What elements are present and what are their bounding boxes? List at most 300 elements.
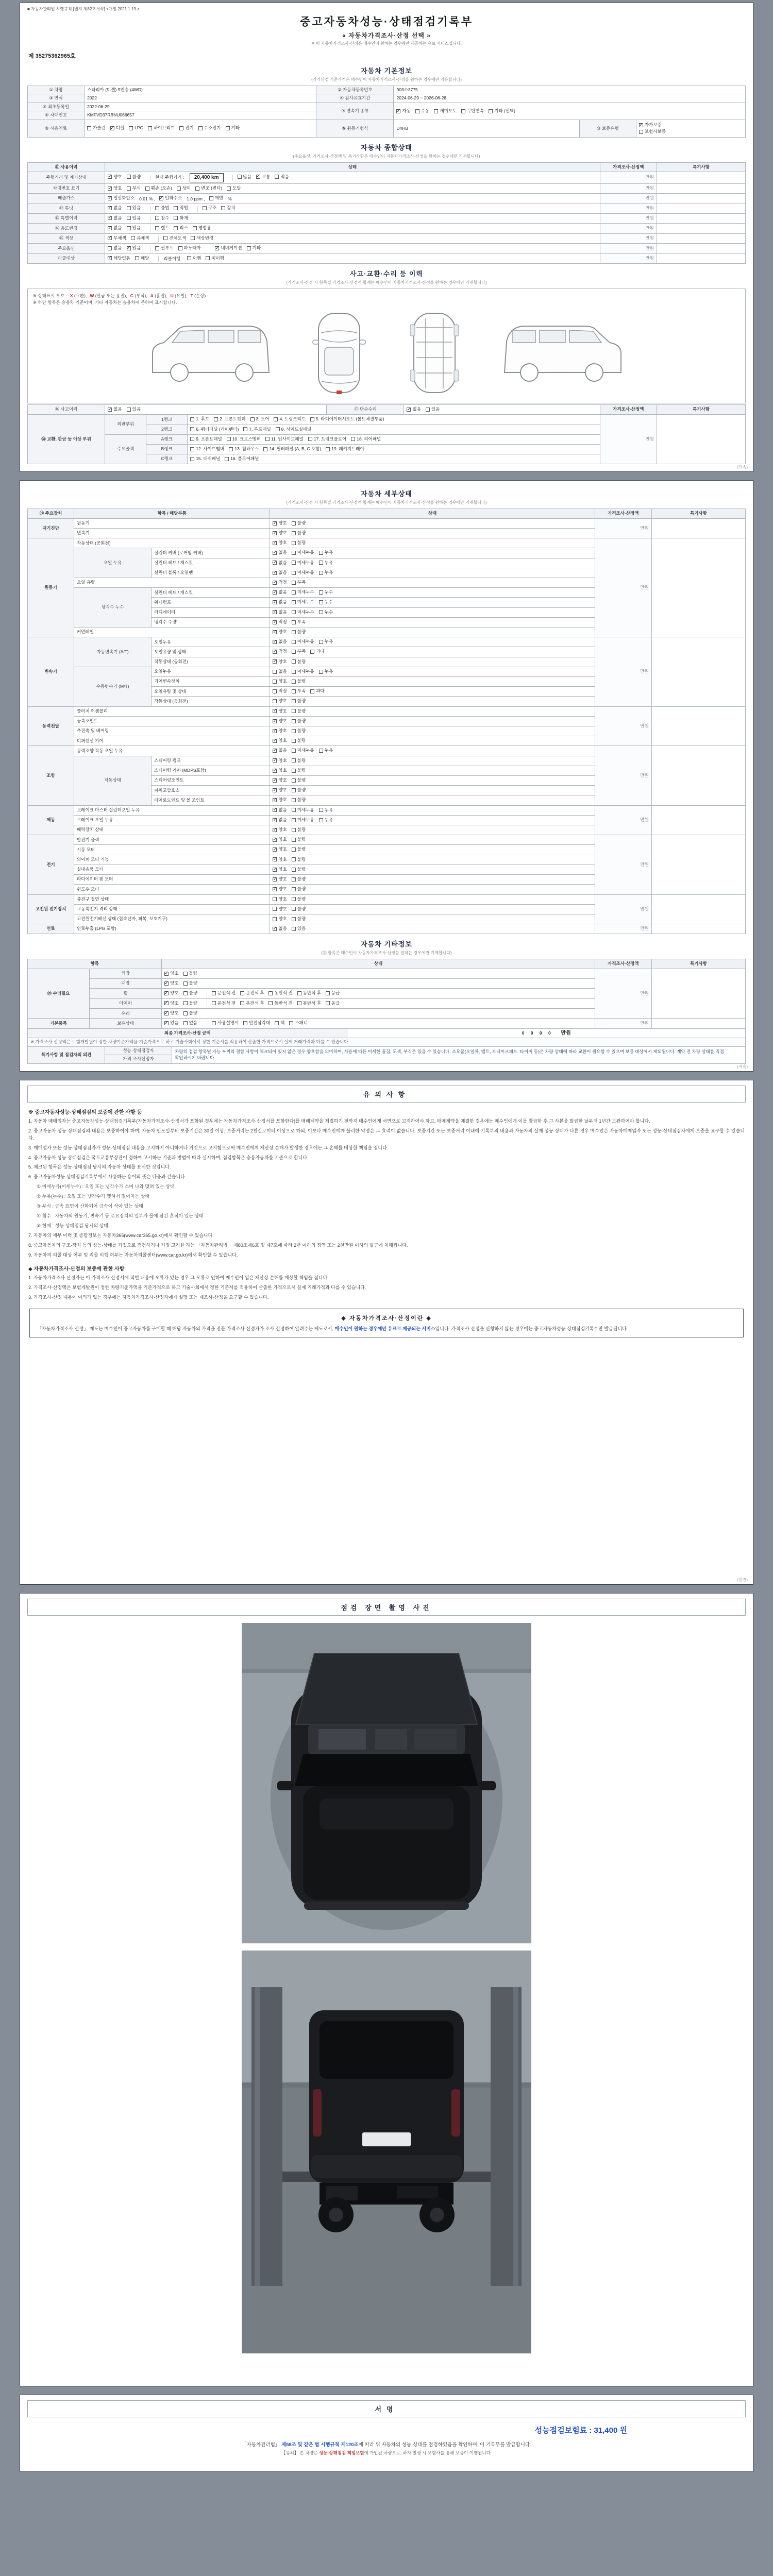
- checkbox-label: 불량: [297, 906, 306, 911]
- checkbox-icon: [319, 571, 323, 575]
- checkbox-icon: [191, 236, 195, 240]
- td-lbl: 1랭크: [146, 415, 188, 425]
- checkbox-unchecked[interactable]: [292, 738, 306, 743]
- checkbox-unchecked[interactable]: [297, 1001, 321, 1006]
- checkbox-unchecked[interactable]: [292, 728, 306, 734]
- checkbox-checked[interactable]: [273, 787, 287, 793]
- checkbox-icon: [273, 719, 277, 723]
- tr: [28, 86, 746, 94]
- checkbox-unchecked[interactable]: [191, 235, 213, 241]
- checkbox-unchecked[interactable]: [292, 787, 306, 793]
- thead: [28, 162, 746, 172]
- checkbox-checked[interactable]: [273, 580, 287, 585]
- document-note: ※ 이 자동차가격조사·산정은 매수인이 원하는 경우에만 제공하는 유료 서비스입니다.: [311, 41, 462, 46]
- checkbox-unchecked[interactable]: [319, 807, 333, 813]
- checkbox-unchecked[interactable]: [206, 256, 224, 261]
- checkbox-unchecked[interactable]: [292, 540, 306, 546]
- checkbox-unchecked[interactable]: [209, 195, 223, 201]
- checkbox-icon: [326, 1001, 330, 1005]
- checkbox-checked[interactable]: [164, 1010, 178, 1016]
- checkbox-icon: [310, 689, 314, 693]
- div-nt-item: 2. 중고자동차 성능·상태점검의 내용은 보증하여야 하며, 자동차 인도일부터 보증기간은 30일 이상, 보증거리는 2천킬로미터 이상으로 하되, 이보다 매수인에게 불리한 약정은 그 효력이 없습니다. 보증기간 또는 보증거리 이내에 기록부의 내용과 자동차의 실제 성능·상태가 다른 경우 매수인은 자동차매매업자 또는 성능·상태점검자에게 보증을 요구할 수 있습니다.: [28, 1128, 745, 1141]
- checkbox-unchecked[interactable]: [263, 446, 321, 452]
- checkbox-unchecked[interactable]: [177, 185, 191, 191]
- checkbox-icon: [273, 838, 277, 842]
- checkbox-checked[interactable]: [273, 599, 287, 605]
- rect: [311, 2155, 462, 2178]
- checkbox-checked[interactable]: [110, 125, 124, 131]
- checkbox-unchecked[interactable]: [273, 679, 287, 684]
- checkbox-label: 없음: [113, 225, 122, 231]
- checkbox-icon: [292, 739, 296, 743]
- checkbox-unchecked[interactable]: [292, 619, 306, 625]
- section-subtitle: (가격조사·산정 시 항목별 가격조사·산정액 합계는 매수인이 자동차가격조사·산정을 원하는 경우에만 기재합니다): [286, 280, 487, 285]
- checkbox-label: 응급: [331, 1000, 340, 1006]
- td-state: [105, 172, 600, 184]
- checkbox-unchecked[interactable]: [155, 215, 169, 221]
- checkbox-unchecked[interactable]: [183, 1001, 197, 1006]
- checkbox-icon: [177, 187, 181, 191]
- checkbox-checked[interactable]: [159, 195, 182, 201]
- checkbox-unchecked[interactable]: [203, 205, 216, 211]
- checkbox-unchecked[interactable]: [292, 748, 314, 753]
- checkbox-checked[interactable]: [256, 174, 270, 180]
- checkbox-unchecked[interactable]: [127, 205, 141, 211]
- checkbox-icon: [273, 610, 277, 614]
- checkbox-unchecked[interactable]: [268, 990, 292, 996]
- span-ptxt: 1.0 ppm ,: [187, 196, 205, 201]
- checkbox-checked[interactable]: [127, 245, 141, 251]
- checkbox-unchecked[interactable]: [275, 1020, 284, 1026]
- checkbox-unchecked[interactable]: [195, 185, 222, 191]
- checkbox-unchecked[interactable]: [489, 108, 515, 114]
- checkbox-checked[interactable]: [273, 728, 287, 734]
- checkbox-label: 없음: [278, 609, 287, 615]
- checkbox-checked[interactable]: [273, 629, 287, 635]
- checkbox-unchecked[interactable]: [127, 225, 141, 231]
- checkbox-checked[interactable]: [273, 758, 287, 764]
- checkbox-unchecked[interactable]: [273, 688, 287, 694]
- checkbox-unchecked[interactable]: [292, 906, 306, 912]
- checkbox-label: 불량: [132, 174, 141, 179]
- td-state: [270, 746, 595, 756]
- checkbox-unchecked[interactable]: [273, 669, 287, 674]
- checkbox-checked[interactable]: [407, 406, 421, 412]
- td-item: 오일누유: [152, 637, 270, 647]
- checkbox-checked[interactable]: [273, 846, 287, 852]
- checkbox-checked[interactable]: [273, 708, 287, 714]
- checkbox-unchecked[interactable]: [155, 205, 169, 211]
- checkbox-unchecked[interactable]: [183, 990, 197, 996]
- checkbox-label: 불량: [297, 787, 306, 793]
- checkbox-unchecked[interactable]: [292, 560, 314, 566]
- checkbox-label: 불량: [297, 718, 306, 723]
- checkbox-unchecked[interactable]: [292, 827, 306, 833]
- checkbox-unchecked[interactable]: [310, 688, 324, 694]
- checkbox-unchecked[interactable]: [292, 698, 306, 704]
- checkbox-unchecked[interactable]: [351, 436, 381, 442]
- td-state: [162, 1009, 595, 1019]
- td-note: [657, 183, 745, 193]
- checkbox-checked[interactable]: [108, 225, 122, 231]
- checkbox-checked[interactable]: [273, 560, 287, 566]
- checkbox-unchecked[interactable]: [292, 649, 306, 654]
- checkbox-checked[interactable]: [273, 837, 287, 842]
- section-title: 자동차 기타정보: [361, 940, 412, 948]
- checkbox-unchecked[interactable]: [292, 520, 306, 526]
- overall-row: [28, 204, 746, 213]
- checkbox-unchecked[interactable]: [292, 639, 314, 645]
- checkbox-checked[interactable]: [273, 659, 287, 665]
- section-basic-header: [27, 61, 746, 84]
- checkbox-unchecked[interactable]: [275, 174, 289, 180]
- appraisal-definition-text: [37, 1325, 736, 1332]
- overall-row: [28, 213, 746, 223]
- checkbox-checked[interactable]: [273, 768, 287, 773]
- checkbox-unchecked[interactable]: [240, 990, 264, 996]
- checkbox-unchecked[interactable]: [292, 777, 306, 783]
- checkbox-checked[interactable]: [273, 777, 287, 783]
- checkbox-icon: [206, 256, 210, 260]
- checkbox-label: 가솔린: [93, 125, 106, 131]
- checkbox-icon: [187, 256, 191, 260]
- checkbox-unchecked[interactable]: [434, 108, 457, 114]
- checkbox-unchecked[interactable]: [292, 659, 306, 665]
- checkbox-unchecked[interactable]: [319, 817, 333, 823]
- checkbox-unchecked[interactable]: [190, 436, 222, 442]
- checkbox-unchecked[interactable]: [415, 108, 429, 114]
- checkbox-unchecked[interactable]: [292, 708, 306, 714]
- checkbox-label: 없음: [113, 205, 122, 211]
- checkbox-checked[interactable]: [164, 1020, 178, 1026]
- checkbox-unchecked[interactable]: [297, 990, 321, 996]
- checkbox-checked[interactable]: [108, 185, 122, 191]
- checkbox-unchecked[interactable]: [273, 896, 287, 902]
- checkbox-unchecked[interactable]: [148, 125, 175, 131]
- document-subtitle: « 자동차가격조사·산정 선택 »: [342, 32, 431, 39]
- td-note: [657, 172, 745, 184]
- checkbox-unchecked[interactable]: [227, 185, 241, 191]
- checkbox-unchecked[interactable]: [183, 1020, 197, 1026]
- checkbox-unchecked[interactable]: [426, 406, 440, 412]
- checkbox-unchecked[interactable]: [319, 570, 333, 575]
- checkbox-unchecked[interactable]: [183, 980, 197, 986]
- checkbox-unchecked[interactable]: [226, 125, 240, 131]
- checkbox-unchecked[interactable]: [292, 550, 314, 555]
- checkbox-unchecked[interactable]: [145, 185, 172, 191]
- checkbox-checked[interactable]: [108, 195, 135, 201]
- checkbox-checked[interactable]: [273, 570, 287, 575]
- checkbox-icon: [273, 828, 277, 832]
- checkbox-unchecked[interactable]: [461, 108, 484, 114]
- checkbox-checked[interactable]: [273, 540, 287, 546]
- checkbox-unchecked[interactable]: [243, 1020, 270, 1026]
- checkbox-checked[interactable]: [273, 797, 287, 803]
- checkbox-checked[interactable]: [164, 1001, 178, 1006]
- checkbox-icon: [240, 991, 244, 995]
- checkbox-unchecked[interactable]: [292, 758, 306, 764]
- span-lg-lab: (판금 또는 용접),: [94, 293, 127, 299]
- section-subtitle: (가격산정 기준가격은 매수인이 자동차가격조사·산정을 원하는 경우에만 적용합니다): [311, 77, 462, 82]
- checkbox-checked[interactable]: [108, 215, 122, 221]
- div-nt-item: ⑤ 현재 : 성능·상태점검 당시의 상태: [37, 1223, 109, 1229]
- checkbox-unchecked[interactable]: [319, 748, 333, 753]
- checkbox-unchecked[interactable]: [240, 1001, 264, 1006]
- checkbox-icon: [292, 551, 296, 555]
- checkbox-unchecked[interactable]: [87, 125, 106, 131]
- tr: [28, 162, 746, 172]
- checkbox-unchecked[interactable]: [227, 436, 261, 442]
- checkbox-checked[interactable]: [273, 550, 287, 555]
- checkbox-checked[interactable]: [273, 886, 287, 892]
- checkbox-unchecked[interactable]: [174, 205, 188, 211]
- checkbox-unchecked[interactable]: [274, 416, 306, 422]
- td-item: 클러치 어셈블리: [74, 706, 270, 716]
- checkbox-unchecked[interactable]: [276, 427, 312, 432]
- rect: [325, 347, 354, 375]
- fuel-label: ⑧ 사용연료: [28, 120, 85, 137]
- checkbox-unchecked[interactable]: [273, 916, 287, 922]
- checkbox-unchecked[interactable]: [221, 205, 235, 211]
- checkbox-icon: [214, 417, 218, 421]
- td-item: 오일 유량: [74, 578, 270, 588]
- checkbox-unchecked[interactable]: [292, 797, 306, 803]
- checkbox-label: 양호: [278, 827, 287, 833]
- checkbox-unchecked[interactable]: [319, 589, 333, 595]
- checkbox-unchecked[interactable]: [319, 639, 333, 645]
- checkbox-checked[interactable]: [273, 520, 287, 526]
- first-reg-label: ⑤ 최초등록일: [28, 103, 85, 111]
- checkbox-unchecked[interactable]: [135, 256, 149, 261]
- checkbox-unchecked[interactable]: [292, 846, 306, 852]
- checkbox-checked[interactable]: [164, 971, 178, 976]
- checkbox-unchecked[interactable]: [265, 436, 304, 442]
- td-lbl: 주행거리 및 계기상태: [28, 172, 105, 184]
- checkbox-checked[interactable]: [273, 876, 287, 882]
- checkbox-checked[interactable]: [164, 990, 178, 996]
- checkbox-icon: [108, 216, 112, 220]
- checkbox-icon: [174, 206, 178, 210]
- checkbox-unchecked[interactable]: [250, 416, 270, 422]
- accident-history-label: ⑯ 사고이력: [28, 405, 105, 415]
- checkbox-unchecked[interactable]: [183, 1010, 197, 1016]
- checkbox-unchecked[interactable]: [127, 406, 141, 412]
- checkbox-checked[interactable]: [273, 718, 287, 724]
- checkbox-checked[interactable]: [108, 256, 130, 261]
- checkbox-unchecked[interactable]: [155, 245, 174, 251]
- checkbox-label: 누유: [324, 817, 333, 822]
- checkbox-unchecked[interactable]: [292, 679, 306, 684]
- checkbox-checked[interactable]: [273, 609, 287, 615]
- checkbox-checked[interactable]: [273, 530, 287, 536]
- checkbox-unchecked[interactable]: [292, 530, 306, 536]
- accident-price-header: 가격조사·산정액: [600, 405, 657, 415]
- continuation-mark: (뒷면): [737, 1577, 748, 1582]
- checkbox-checked[interactable]: [164, 980, 178, 986]
- td-price: 만원: [595, 538, 651, 637]
- car-diagrams: [33, 306, 740, 399]
- checkbox-unchecked[interactable]: [292, 867, 306, 872]
- legend-prefix: ※ 상태표시 부호 :: [33, 293, 67, 299]
- checkbox-label: 자가보증: [644, 122, 662, 127]
- notice-text: 【유의】 본 차량은: [281, 2450, 320, 2455]
- checkbox-unchecked[interactable]: [319, 550, 333, 555]
- td-item: 커먼레일: [74, 628, 270, 637]
- checkbox-checked[interactable]: [273, 639, 287, 645]
- checkbox-checked[interactable]: [108, 174, 122, 180]
- span-lg-lab: (흠집),: [153, 293, 167, 299]
- checkbox-checked[interactable]: [215, 245, 242, 251]
- checkbox-unchecked[interactable]: [273, 698, 287, 704]
- checkbox-label: 불량: [297, 797, 306, 803]
- checkbox-unchecked[interactable]: [292, 768, 306, 773]
- checkbox-icon: [292, 769, 296, 773]
- checkbox-unchecked[interactable]: [190, 446, 224, 452]
- checkbox-unchecked[interactable]: [292, 688, 306, 694]
- checkbox-icon: [292, 778, 296, 783]
- checkbox-label: 매연: [214, 195, 224, 200]
- checkbox-icon: [273, 581, 277, 585]
- checkbox-label: 19. 패키지트레이: [331, 446, 364, 451]
- rect: [513, 330, 535, 343]
- checkbox-checked[interactable]: [108, 235, 126, 241]
- checkbox-unchecked[interactable]: [308, 436, 346, 442]
- checkbox-unchecked[interactable]: [292, 718, 306, 724]
- checkbox-unchecked[interactable]: [310, 416, 384, 422]
- checkbox-unchecked[interactable]: [326, 446, 364, 452]
- checkbox-checked[interactable]: [273, 649, 287, 654]
- checkbox-label: 8. 사이드실패널: [281, 426, 312, 432]
- checkbox-unchecked[interactable]: [292, 580, 306, 585]
- checkbox-unchecked[interactable]: [174, 215, 188, 221]
- checkbox-checked[interactable]: [273, 827, 287, 833]
- checkbox-unchecked[interactable]: [292, 589, 314, 595]
- checkbox-unchecked[interactable]: [319, 560, 333, 566]
- checkbox-checked[interactable]: [273, 807, 287, 813]
- checkbox-unchecked[interactable]: [212, 990, 236, 996]
- checkbox-unchecked[interactable]: [212, 1020, 239, 1026]
- checkbox-unchecked[interactable]: [292, 876, 306, 882]
- checkbox-checked[interactable]: [108, 205, 122, 211]
- checkbox-label: 해당: [140, 255, 149, 261]
- checkbox-unchecked[interactable]: [292, 926, 306, 931]
- checkbox-checked[interactable]: [273, 619, 287, 625]
- rect: [362, 2132, 411, 2146]
- checkbox-checked[interactable]: [273, 857, 287, 862]
- checkbox-unchecked[interactable]: [198, 125, 221, 131]
- checkbox-unchecked[interactable]: [131, 235, 149, 241]
- checkbox-unchecked[interactable]: [273, 906, 287, 912]
- checkbox-unchecked[interactable]: [292, 837, 306, 842]
- td-state: [162, 978, 595, 988]
- checkbox-icon: [639, 123, 643, 127]
- checkbox-unchecked[interactable]: [292, 817, 314, 823]
- checkbox-unchecked[interactable]: [225, 456, 259, 462]
- checkbox-unchecked[interactable]: [292, 896, 306, 902]
- checkbox-checked[interactable]: [273, 748, 287, 753]
- checkbox-unchecked[interactable]: [326, 1001, 340, 1006]
- checkbox-unchecked[interactable]: [190, 427, 239, 432]
- checkbox-unchecked[interactable]: [179, 125, 193, 131]
- checkbox-unchecked[interactable]: [238, 174, 251, 180]
- checkbox-unchecked[interactable]: [183, 971, 197, 976]
- checkbox-unchecked[interactable]: [214, 416, 246, 422]
- checkbox-label: 양호: [278, 876, 287, 882]
- checkbox-unchecked[interactable]: [243, 427, 271, 432]
- checkbox-label: 부족: [297, 580, 306, 585]
- checkbox-unchecked[interactable]: [292, 916, 306, 922]
- checkbox-unchecked[interactable]: [212, 1001, 236, 1006]
- checkbox-unchecked[interactable]: [268, 1001, 292, 1006]
- checkbox-unchecked[interactable]: [155, 225, 169, 231]
- checkbox-unchecked[interactable]: [127, 174, 141, 180]
- checkbox-unchecked[interactable]: [639, 129, 743, 134]
- checkbox-unchecked[interactable]: [174, 225, 188, 231]
- checkbox-unchecked[interactable]: [292, 609, 314, 615]
- td-lbl: 주요옵션: [28, 244, 105, 253]
- checkbox-unchecked[interactable]: [187, 256, 201, 261]
- checkbox-unchecked[interactable]: [292, 570, 314, 575]
- checkbox-unchecked[interactable]: [163, 235, 186, 241]
- checkbox-unchecked[interactable]: [292, 599, 314, 605]
- checkbox-icon: [292, 897, 296, 901]
- checkbox-checked[interactable]: [273, 589, 287, 595]
- checkbox-label: 양호: [278, 787, 287, 793]
- checkbox-checked[interactable]: [273, 817, 287, 823]
- checkbox-unchecked[interactable]: [190, 416, 209, 422]
- inspection-label: ④ 검사유효기간: [316, 94, 394, 103]
- checkbox-unchecked[interactable]: [292, 629, 306, 635]
- checkbox-unchecked[interactable]: [292, 669, 314, 674]
- checkbox-unchecked[interactable]: [319, 669, 333, 674]
- checkbox-checked[interactable]: [273, 738, 287, 743]
- checkbox-unchecked[interactable]: [319, 599, 333, 605]
- checkbox-checked[interactable]: [273, 926, 287, 931]
- checkbox-unchecked[interactable]: [129, 125, 143, 131]
- checkbox-unchecked[interactable]: [292, 857, 306, 862]
- checkbox-unchecked[interactable]: [193, 225, 211, 231]
- checkbox-checked[interactable]: [273, 867, 287, 872]
- checkbox-label: 렌트: [160, 225, 170, 231]
- checkbox-icon: [292, 857, 296, 861]
- checkbox-unchecked[interactable]: [108, 245, 122, 251]
- checkbox-unchecked[interactable]: [229, 446, 259, 452]
- checkbox-unchecked[interactable]: [247, 245, 261, 251]
- checkbox-icon: [273, 561, 277, 565]
- checkbox-unchecked[interactable]: [289, 1020, 308, 1026]
- checkbox-unchecked[interactable]: [292, 807, 314, 813]
- checkbox-label: 없음: [278, 817, 287, 822]
- checkbox-unchecked[interactable]: [190, 456, 220, 462]
- checkbox-unchecked[interactable]: [178, 245, 201, 251]
- checkbox-unchecked[interactable]: [127, 215, 141, 221]
- checkbox-checked[interactable]: [396, 108, 410, 114]
- checkbox-unchecked[interactable]: [127, 185, 141, 191]
- checkbox-label: 불량: [297, 757, 306, 763]
- checkbox-unchecked[interactable]: [326, 990, 340, 996]
- checkbox-unchecked[interactable]: [319, 609, 333, 615]
- checkbox-icon: [292, 848, 296, 852]
- checkbox-unchecked[interactable]: [310, 649, 324, 654]
- other-note-header: 특기사항: [651, 959, 745, 969]
- checkbox-label: 영업용: [198, 225, 211, 231]
- checkbox-checked[interactable]: [639, 122, 743, 128]
- checkbox-label: 6. 쿼터패널 (리어펜더): [196, 426, 239, 432]
- checkbox-icon: [268, 1001, 273, 1005]
- checkbox-icon: [326, 991, 330, 995]
- checkbox-unchecked[interactable]: [292, 886, 306, 892]
- checkbox-checked[interactable]: [108, 406, 122, 412]
